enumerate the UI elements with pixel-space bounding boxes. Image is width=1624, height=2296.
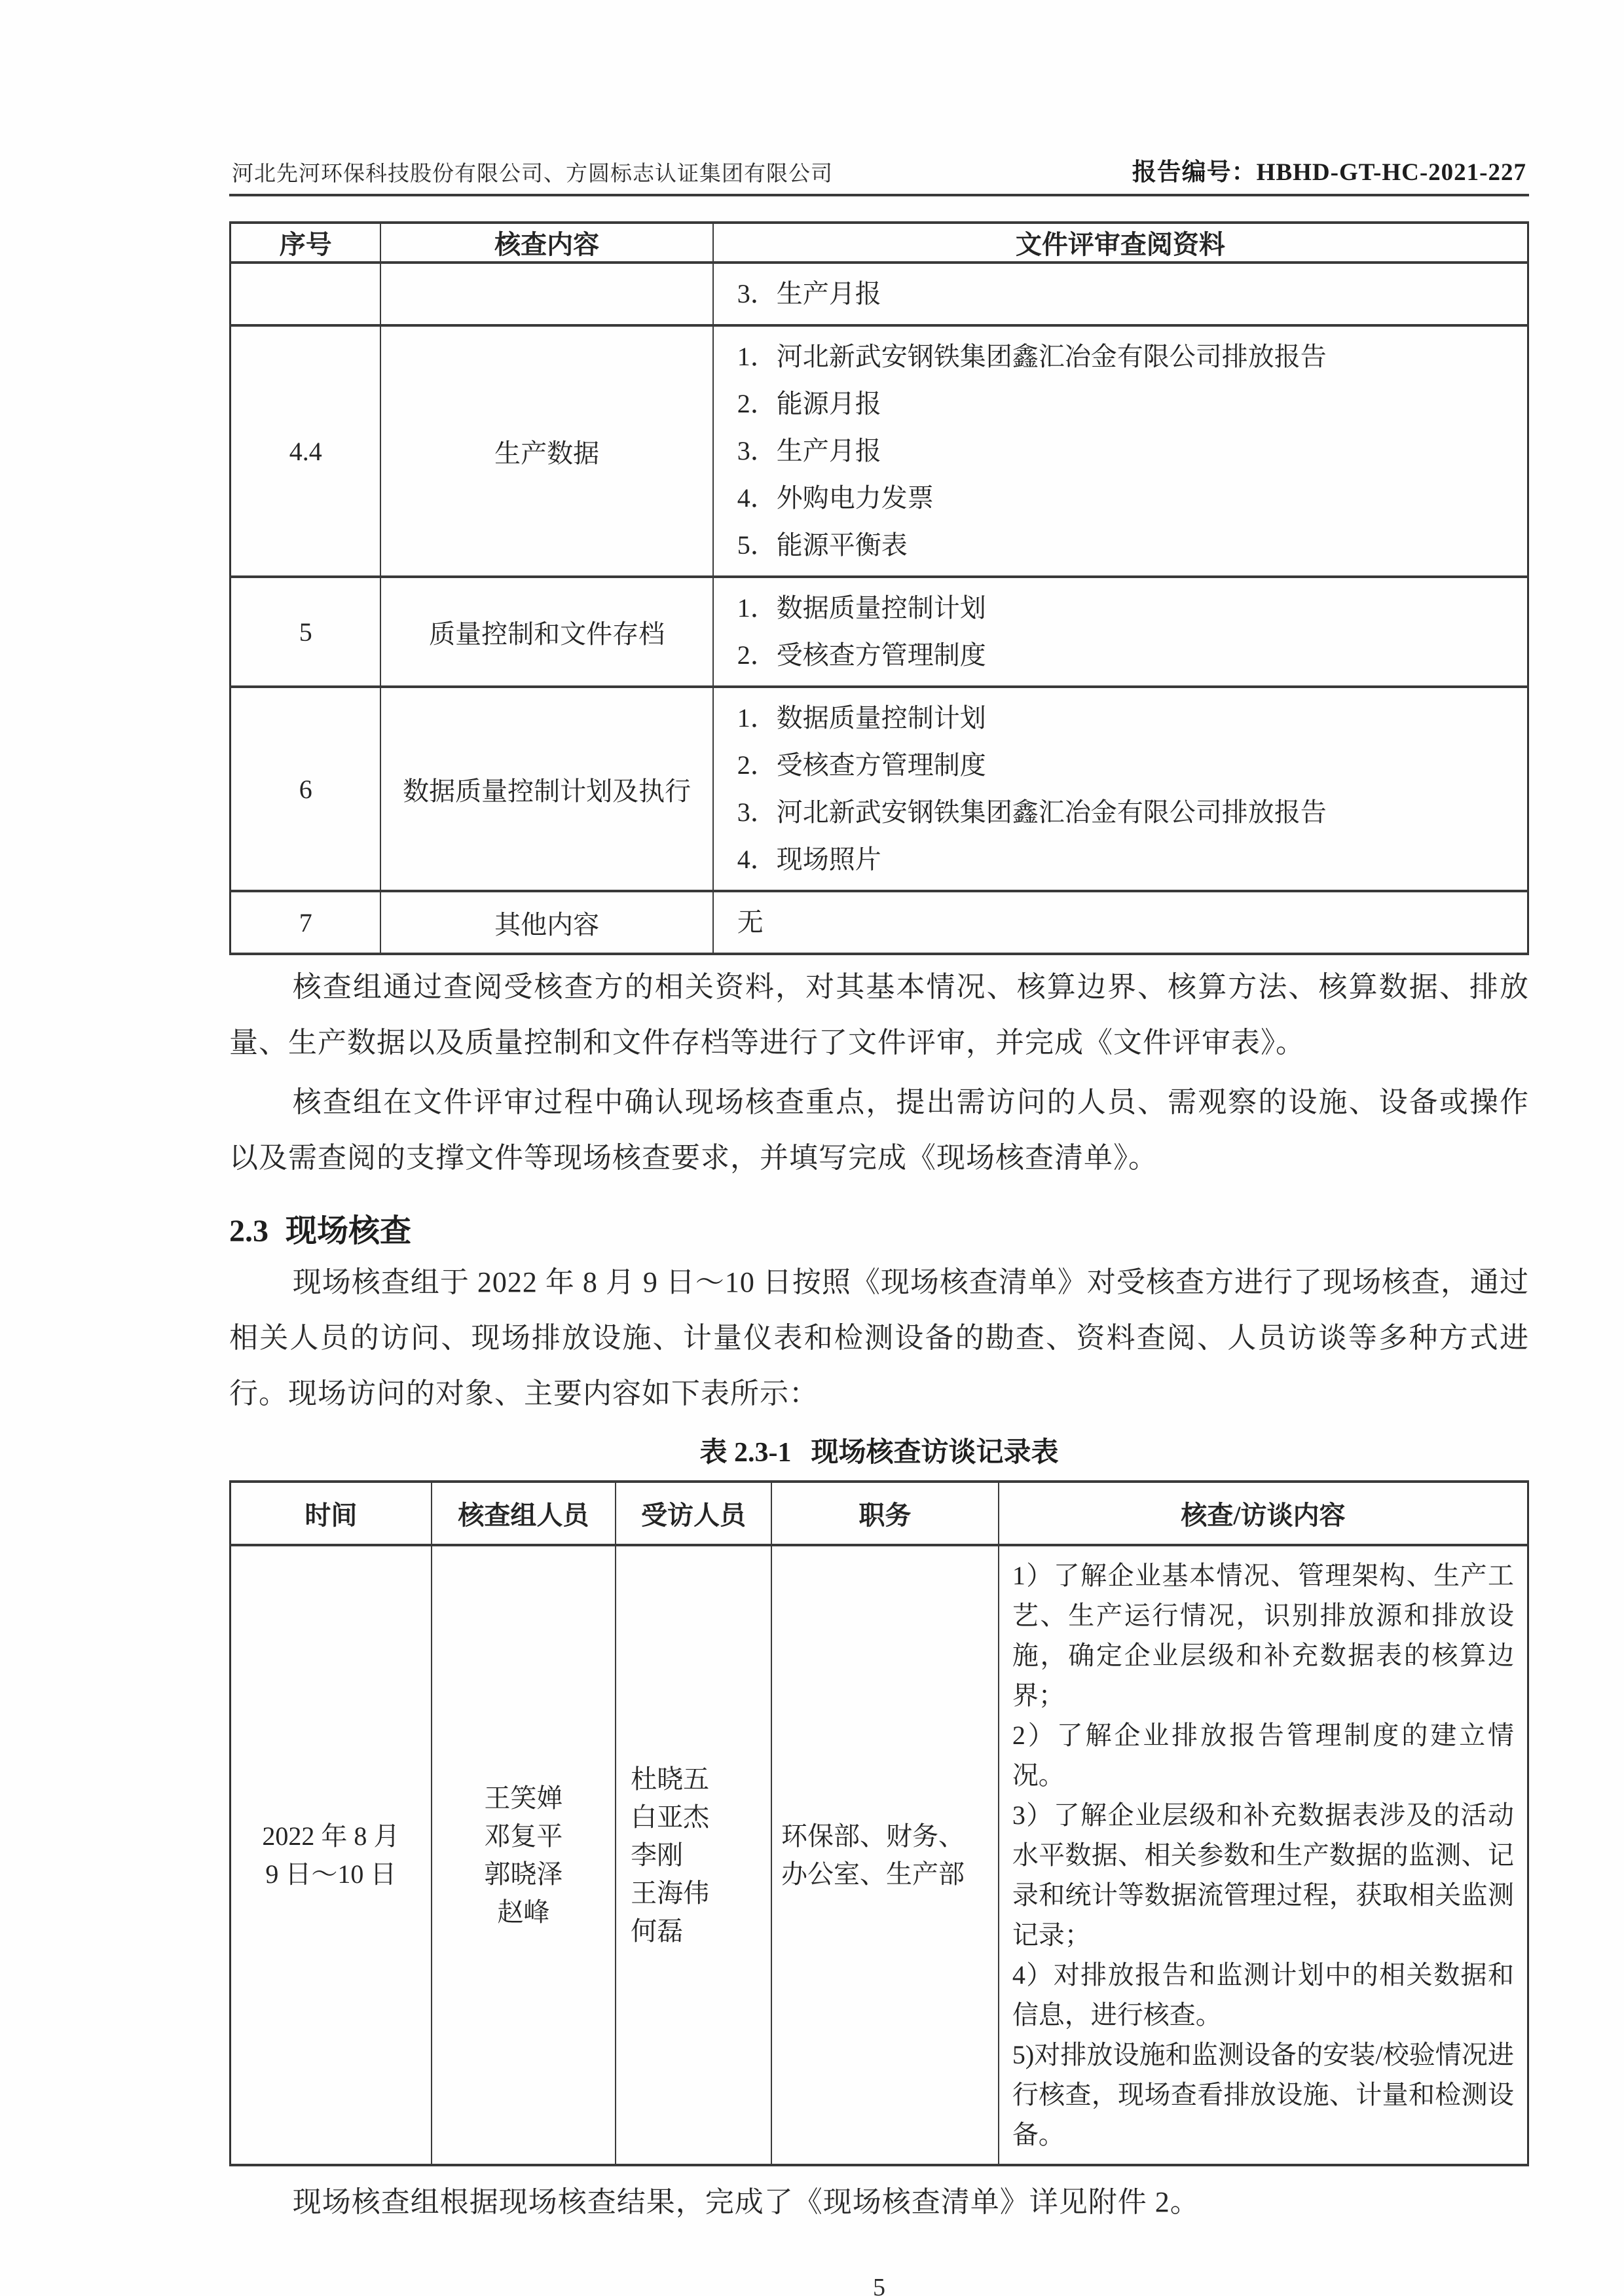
materials-cell: 无 <box>713 891 1528 954</box>
table-row <box>231 325 1528 577</box>
verification-team-cell: 王笑婵 邓复平 郭晓泽 赵峰 <box>432 1545 616 2165</box>
materials-cell: 1．数据质量控制计划 2．受核查方管理制度 <box>713 577 1528 687</box>
section-heading-2-3 <box>229 1205 1529 1250</box>
section-number: 2.3 <box>229 1214 268 1248</box>
serial-cell: 6 <box>231 687 381 891</box>
table-row <box>231 891 1528 954</box>
paragraph-onsite-focus: 核查组在文件评审过程中确认现场核查重点，提出需访问的人员、需观察的设施、设备或操作以及需查阅的支撑文件等现场核查要求，并填写完成《现场核查清单》。 <box>229 1086 1529 1174</box>
paragraph-onsite-visit: 现场核查组于 2022 年 8 月 9 日～10 日按照《现场核查清单》对受核查方进行了现场核查，通过相关人员的访问、现场排放设施、计量仪表和检测设备的勘查、资料查阅、人员访谈等多种方式进行。现场访问的对象、主要内容如下表所示： <box>229 1266 1529 1410</box>
column-header-content: 核查内容 <box>380 223 712 263</box>
column-header-serial: 序号 <box>231 223 381 263</box>
column-header-verification-team: 核查组人员 <box>432 1482 616 1545</box>
column-header-materials: 文件评审查阅资料 <box>713 223 1528 263</box>
column-header-time: 时间 <box>231 1482 432 1545</box>
serial-cell: 7 <box>231 891 381 954</box>
table-header-row <box>231 1482 1528 1545</box>
table-caption <box>229 1430 1529 1470</box>
content-cell <box>380 263 712 325</box>
table-row <box>231 263 1528 325</box>
interview-content-cell: 1）了解企业基本情况、管理架构、生产工艺、生产运行情况，识别排放源和排放设施，确定企业层级和补充数据表的核算边界； 2）了解企业排放报告管理制度的建立情况。 3）了解企业层级和补充数据表涉及的活动水平数据、相关参数和生产数据的监测、记录和统计等数据流管理过程，获取相关监测记录； 4）对排放报告和监测计划中的相关数据和信息，进行核查。 5)对排放设施和监测设备的安装/校验情况进行核查，现场查看排放设施、计量和检测设备。 <box>999 1545 1528 2165</box>
document-review-table <box>229 221 1529 955</box>
interview-record-row <box>231 1545 1528 2165</box>
materials-cell: 1．河北新武安钢铁集团鑫汇冶金有限公司排放报告 2．能源月报 3．生产月报 4．外购电力发票 5．能源平衡表 <box>713 325 1528 577</box>
company-names: 河北先河环保科技股份有限公司、方圆标志认证集团有限公司 <box>232 162 833 186</box>
column-header-position: 职务 <box>771 1482 999 1545</box>
time-cell: 2022 年 8 月 9 日～10 日 <box>231 1545 432 2165</box>
serial-cell: 5 <box>231 577 381 687</box>
section-title: 现场核查 <box>286 1214 412 1248</box>
page-content <box>229 152 1529 2296</box>
paragraph-closing: 现场核查组根据现场核查结果，完成了《现场核查清单》详见附件 2。 <box>292 2186 1200 2218</box>
table-row <box>231 577 1528 687</box>
materials-cell: 1．数据质量控制计划 2．受核查方管理制度 3．河北新武安钢铁集团鑫汇冶金有限公司排放报告 4．现场照片 <box>713 687 1528 891</box>
paragraph-document-review: 核查组通过查阅受核查方的相关资料，对其基本情况、核算边界、核算方法、核算数据、排放量、生产数据以及质量控制和文件存档等进行了文件评审，并完成《文件评审表》。 <box>229 971 1529 1059</box>
content-cell: 生产数据 <box>380 325 712 577</box>
column-header-interviewees: 受访人员 <box>616 1482 771 1545</box>
report-number: 报告编号：HBHD-GT-HC-2021-227 <box>1132 159 1526 186</box>
document-header <box>229 152 1529 187</box>
table-caption-label: 表 2.3-1 <box>699 1438 792 1468</box>
content-cell: 其他内容 <box>380 891 712 954</box>
serial-cell: 4.4 <box>231 325 381 577</box>
position-cell: 环保部、财务、办公室、生产部 <box>771 1545 999 2165</box>
table-header-row <box>231 223 1528 263</box>
header-divider <box>229 194 1529 196</box>
column-header-interview-content: 核查/访谈内容 <box>999 1482 1528 1545</box>
content-cell: 质量控制和文件存档 <box>380 577 712 687</box>
table-caption-title: 现场核查访谈记录表 <box>811 1438 1059 1468</box>
table-row <box>231 687 1528 891</box>
interview-record-table <box>229 1480 1529 2166</box>
materials-cell: 3．生产月报 <box>713 263 1528 325</box>
interviewees-cell: 杜晓五 白亚杰 李刚 王海伟 何磊 <box>616 1545 771 2165</box>
page-number: 5 <box>873 2274 885 2296</box>
content-cell: 数据质量控制计划及执行 <box>380 687 712 891</box>
serial-cell <box>231 263 381 325</box>
